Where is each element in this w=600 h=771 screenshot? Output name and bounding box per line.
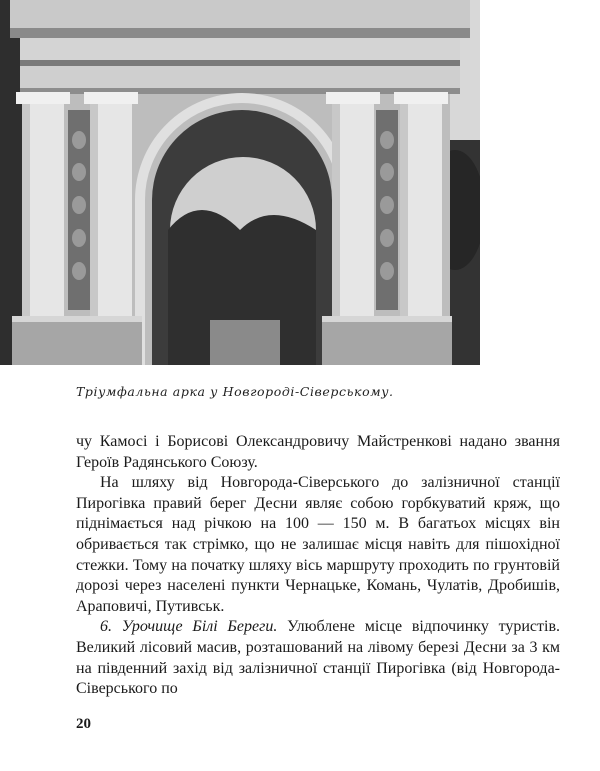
body-text <box>76 432 560 700</box>
paragraph-1: чу Камосі і Борисові Олександровичу Майстренкові надано звання Героїв Радянського Союзу. <box>76 433 560 471</box>
page-number: 20 <box>76 716 91 732</box>
section-heading: 6. Урочище Білі Береги. <box>100 618 278 636</box>
photo-caption: Тріумфальна арка у Новгороді-Сіверському. <box>76 384 394 399</box>
arch-photo <box>0 0 480 365</box>
triumphal-arch-illustration <box>0 0 480 365</box>
paragraph-3 <box>76 617 560 699</box>
paragraph-2: На шляху від Новгорода-Сіверського до залізничної станції Пирогівка правий берег Десни являє собою горбкуватий кряж, що піднімається над річкою на 100 — 150 м. В багатьох місцях він обривається так стрімко, що не залишає місця навіть для пішохідної стежки. Тому на початку шляху вісь маршруту проходить по грунтовій дорозі через населені пункти Чернацьке, Комань, Чулатів, Дробишів, Араповичі, Путивськ. <box>76 474 560 615</box>
paragraph-3-text: Улюблене місце відпочинку туристів. Великий лісовий масив, розташований на лівому березі Десни за 3 км на південний захід від залізничної станції Пирогівка (від Новгорода-Сіверського по <box>76 618 561 698</box>
